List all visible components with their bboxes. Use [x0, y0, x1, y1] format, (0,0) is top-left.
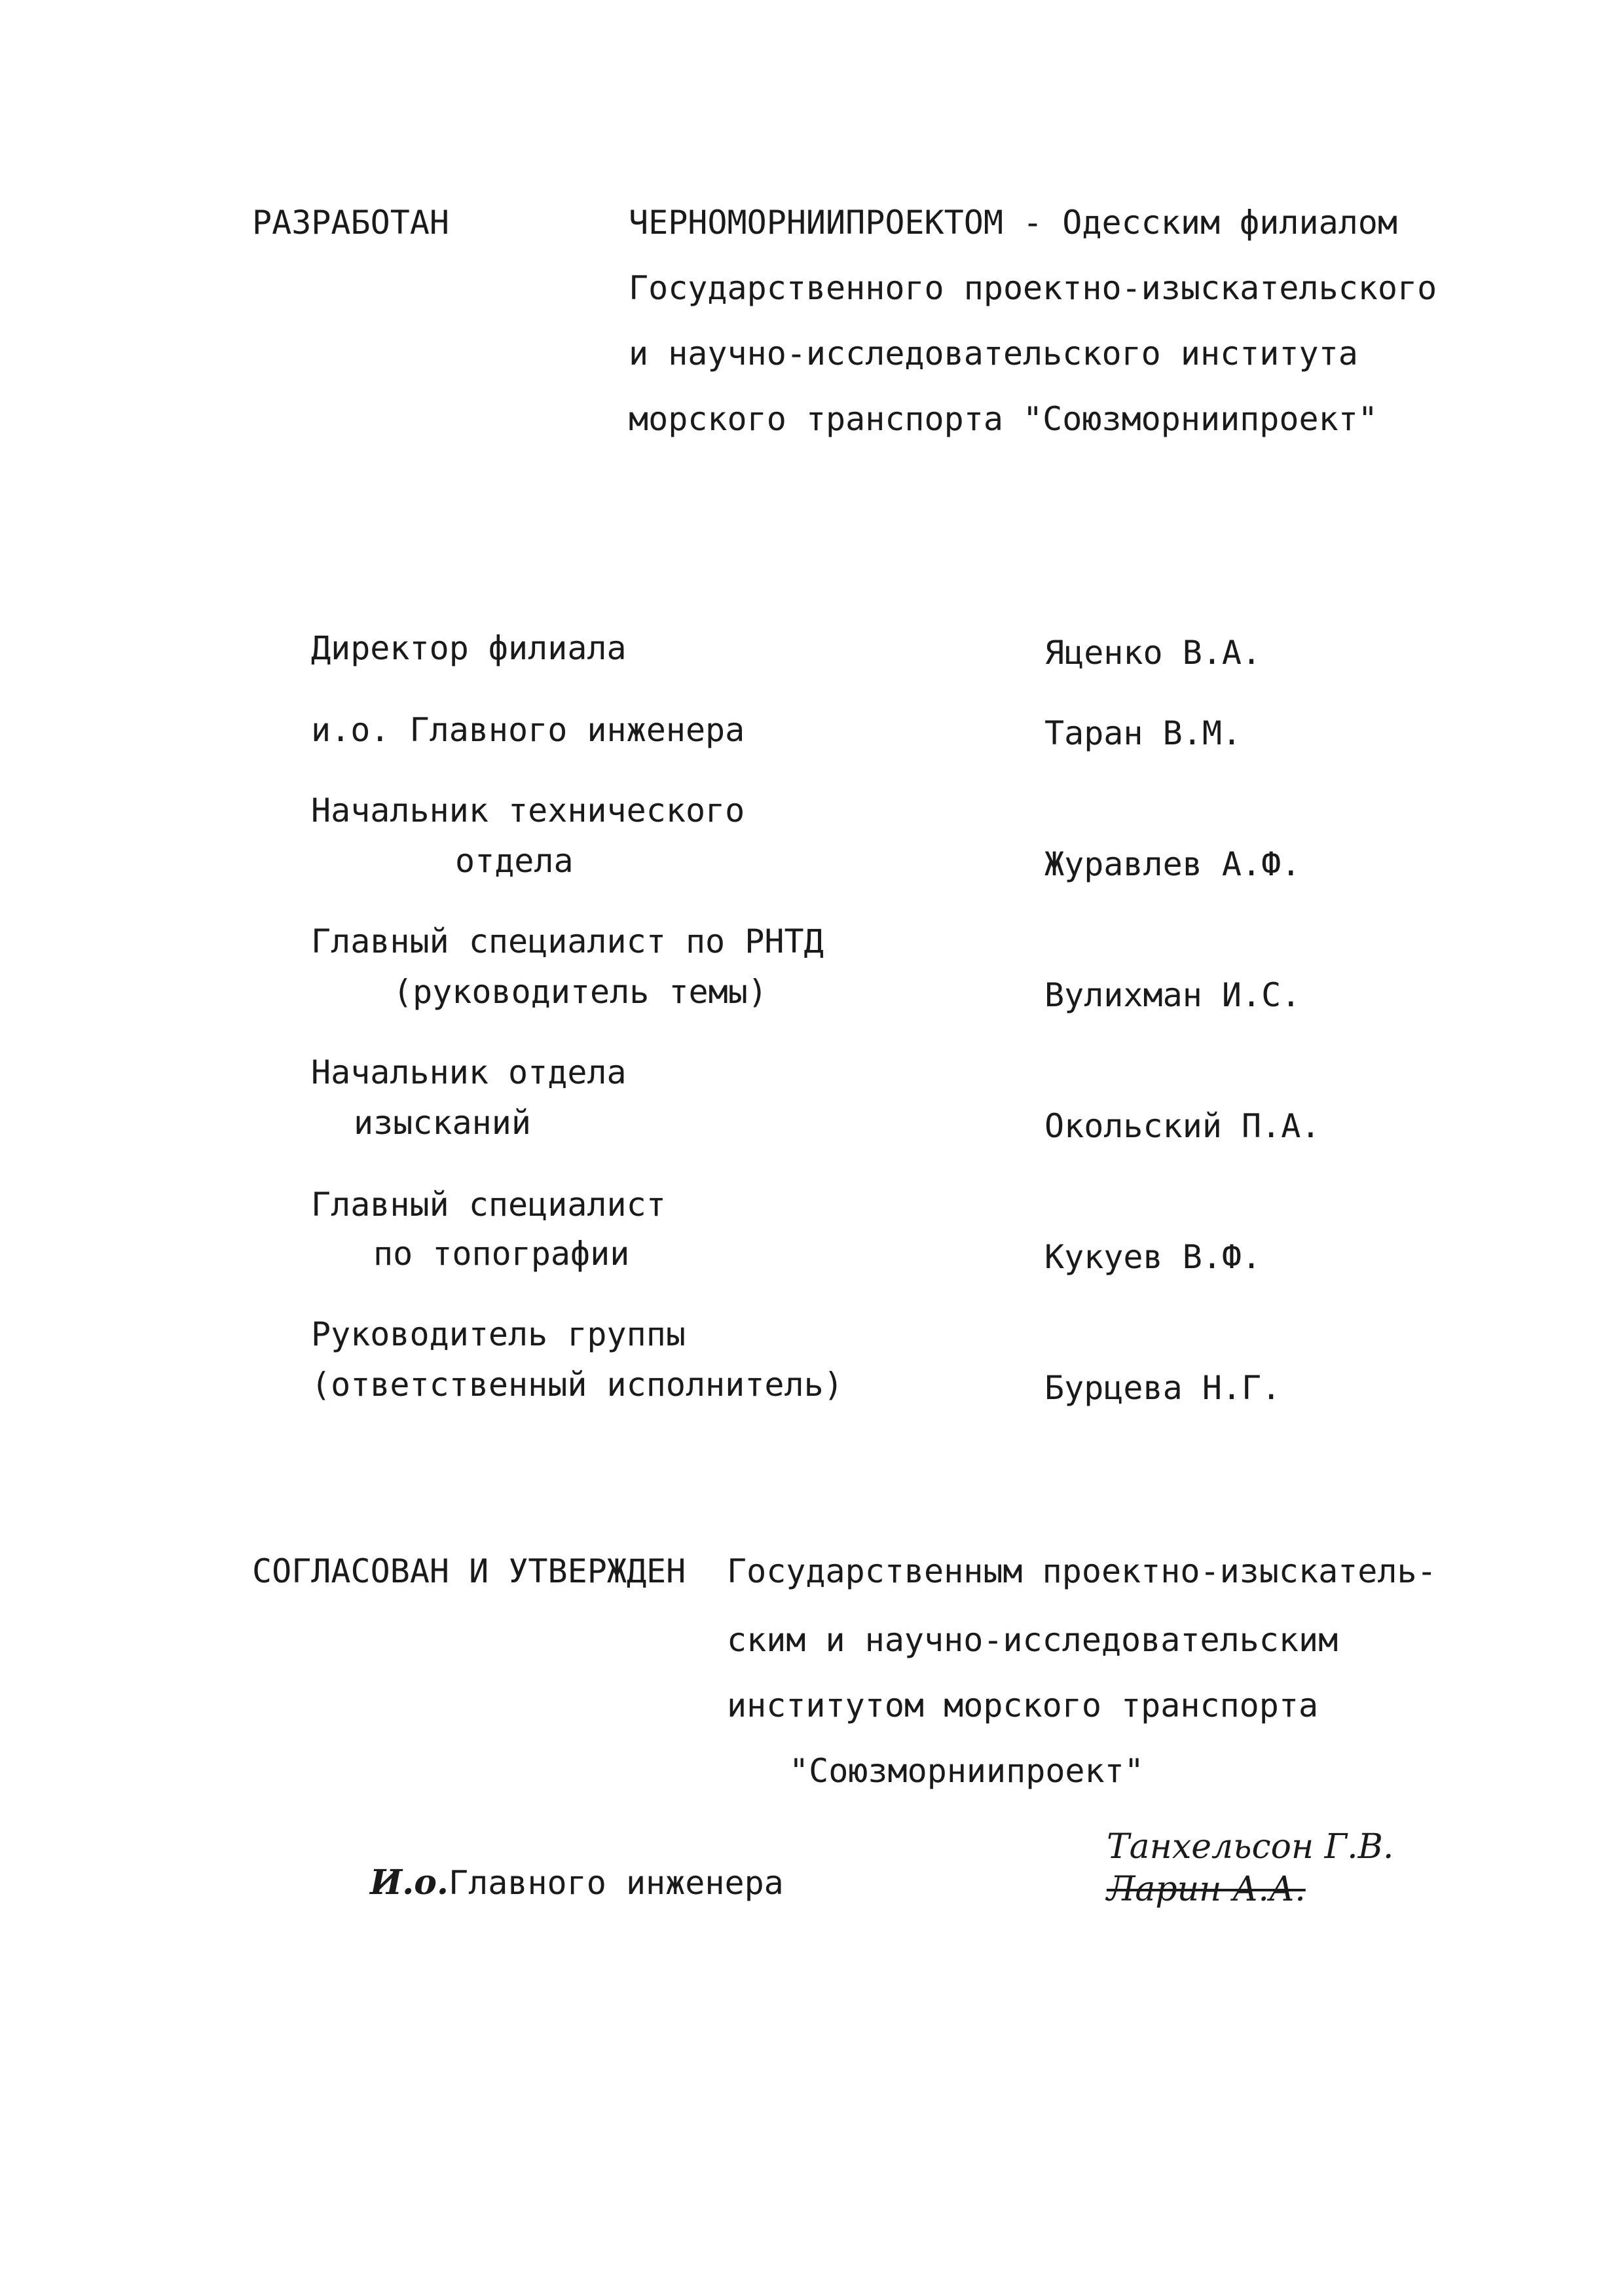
signatory-role: Начальник отдела: [311, 1053, 627, 1091]
developed-label: РАЗРАБОТАН: [252, 204, 450, 242]
signatory-role-cont: отдела: [455, 842, 574, 880]
signatory-role-cont: по топографии: [373, 1235, 630, 1273]
signatory-name: Окольский П.А.: [1044, 1107, 1321, 1145]
signatory-name: Вулихман И.С.: [1044, 976, 1301, 1014]
developed-line-1: ЧЕРНОМОРНИИПРОЕКТОМ - Одесским филиалом: [629, 204, 1397, 242]
signatory-name: Яценко В.А.: [1044, 634, 1262, 672]
signatory-name: Бурцева Н.Г.: [1044, 1369, 1282, 1407]
chief-role-line: [370, 1863, 784, 1903]
signatory-role: Главный специалист: [311, 1186, 666, 1224]
signatory-role-cont: (руководитель темы): [393, 973, 767, 1011]
developed-line-3: и научно-исследовательского института: [629, 335, 1358, 373]
signatory-role: Главный специалист по РНТД: [311, 922, 824, 960]
signatory-role: Руководитель группы: [311, 1315, 686, 1353]
signatory-role-cont: (ответственный исполнитель): [311, 1366, 843, 1404]
signatory-role-cont: изысканий: [354, 1104, 531, 1142]
chief-name-handwritten: Танхельсон Г.В.: [1107, 1827, 1394, 1867]
developed-line-2: Государственного проектно-изыскательского: [629, 269, 1437, 307]
approved-line-3: институтом морского транспорта: [727, 1686, 1319, 1724]
approved-line-4: "Союзморниипроект": [789, 1752, 1144, 1790]
chief-prefix: И.о.: [370, 1863, 449, 1903]
developed-line-4: морского транспорта "Союзморниипроект": [629, 400, 1378, 438]
signatory-name: Журавлев А.Ф.: [1044, 845, 1301, 883]
approved-label: СОГЛАСОВАН И УТВЕРЖДЕН: [252, 1552, 686, 1590]
approved-line-2: ским и научно-исследовательским: [727, 1621, 1338, 1659]
signatory-name: Таран В.М.: [1044, 714, 1242, 752]
chief-role: Главного инженера: [449, 1864, 784, 1902]
signatory-role: Директор филиала: [311, 629, 627, 667]
signatory-role: Начальник технического: [311, 792, 745, 829]
signatory-role: и.о. Главного инженера: [311, 711, 745, 749]
chief-name-struck: Ларин А.А.: [1107, 1870, 1306, 1909]
signatory-name: Кукуев В.Ф.: [1044, 1238, 1262, 1276]
approved-line-1: Государственным проектно-изыскатель-: [727, 1552, 1437, 1590]
